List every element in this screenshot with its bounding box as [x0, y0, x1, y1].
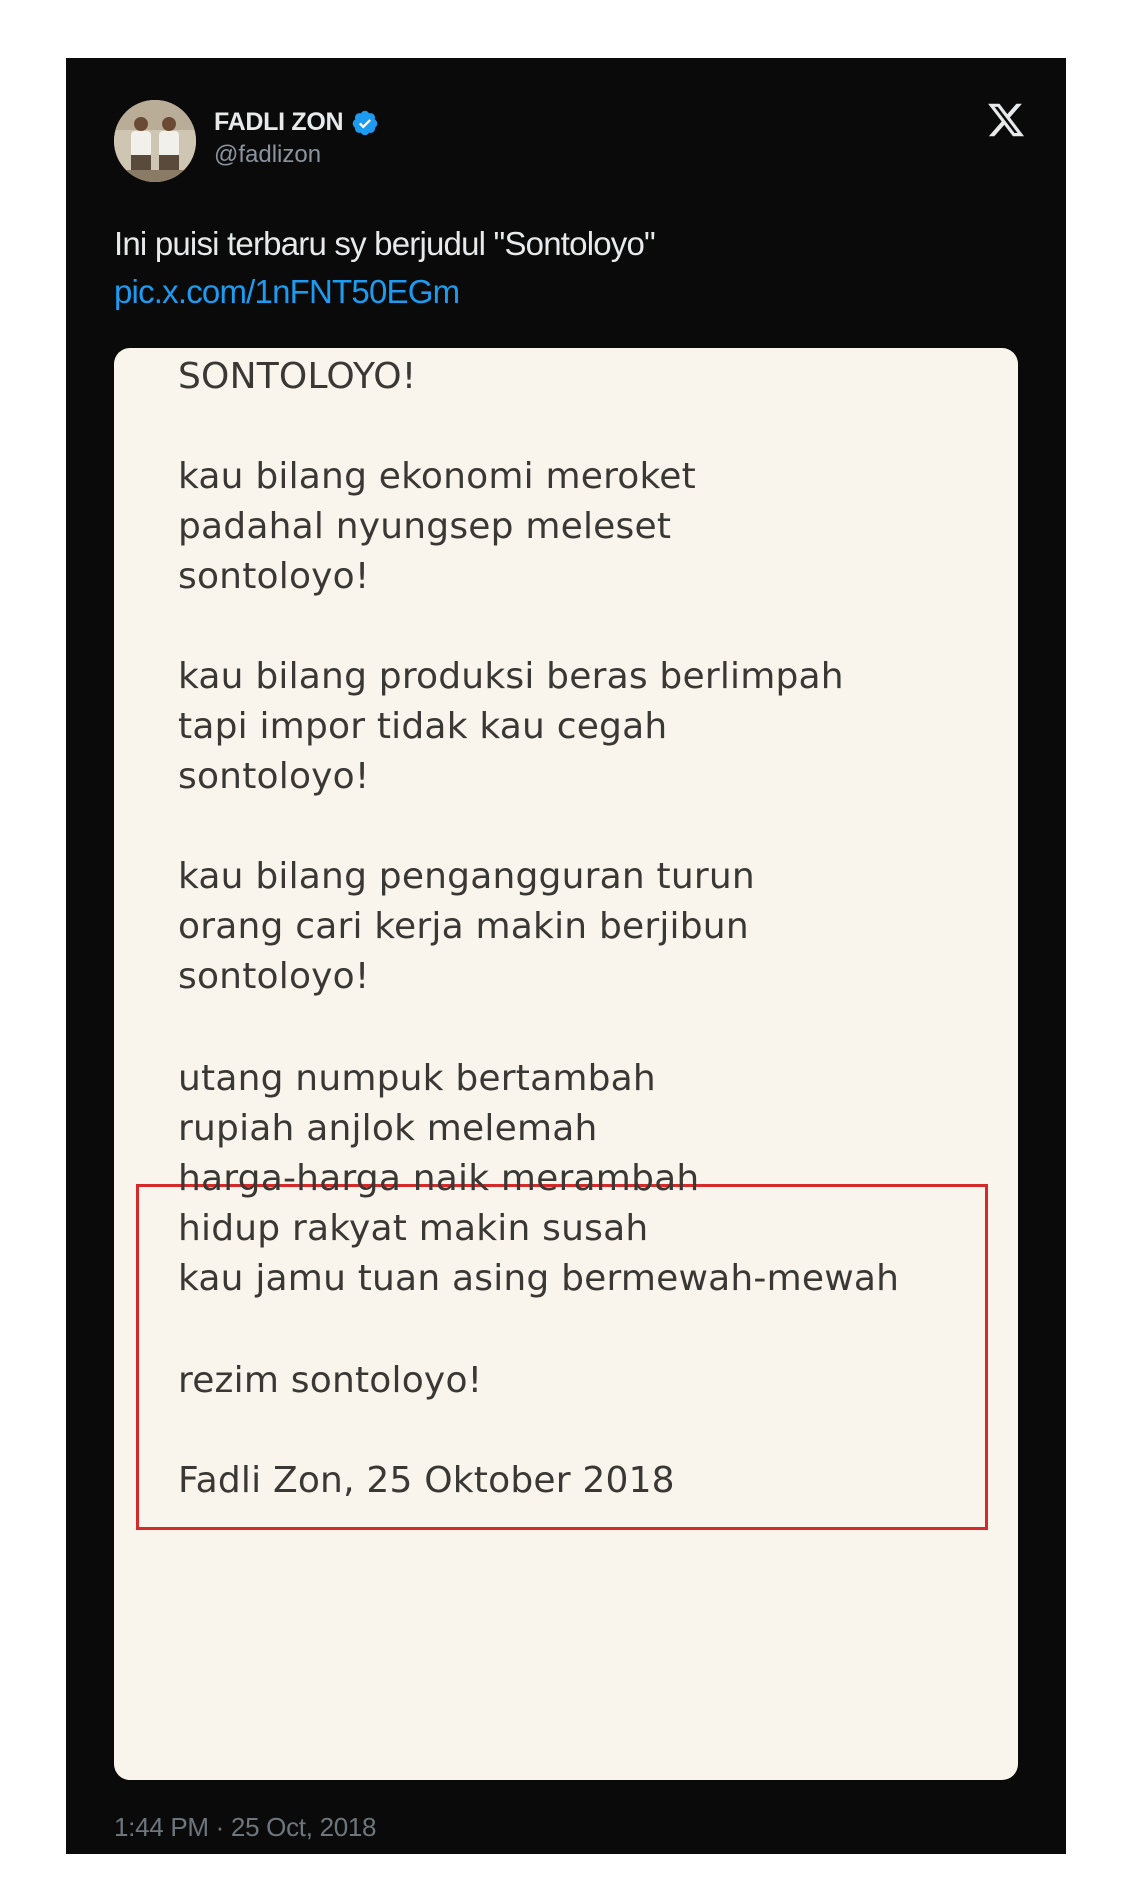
poem-signature: Fadli Zon, 25 Oktober 2018 [178, 1460, 675, 1501]
poem-title: SONTOLOYO! [178, 356, 417, 397]
poem-line: sontoloyo! [178, 956, 370, 997]
author-handle[interactable]: @fadlizon [214, 141, 322, 168]
poem-line: kau bilang produksi beras berlimpah [178, 656, 844, 697]
author-name-row [214, 108, 379, 137]
poem-line: kau bilang ekonomi meroket [178, 456, 696, 497]
tweet-body: Ini puisi terbaru sy berjudul "Sontoloyo" [114, 225, 655, 262]
poem-line-highlighted: kau jamu tuan asing bermewah-mewah [178, 1258, 900, 1299]
tweet-media-link[interactable]: pic.x.com/1nFNT50EGm [114, 273, 460, 310]
poem-line-highlighted: rupiah anjlok melemah [178, 1108, 598, 1149]
tweet-media-image[interactable] [114, 348, 1018, 1780]
tweet-header [114, 100, 1026, 190]
poem-line-highlighted: harga-harga naik merambah [178, 1158, 700, 1199]
poem-line-highlighted: utang numpuk bertambah [178, 1058, 656, 1099]
author-name[interactable]: FADLI ZON [214, 108, 344, 136]
poem-line: tapi impor tidak kau cegah [178, 706, 668, 747]
author-block [214, 108, 379, 169]
avatar[interactable] [114, 100, 196, 182]
poem-line: kau bilang pengangguran turun [178, 856, 755, 897]
poem-line: sontoloyo! [178, 556, 370, 597]
tweet-card [66, 58, 1066, 1854]
poem-line: orang cari kerja makin berjibun [178, 906, 749, 947]
poem-line-highlighted: hidup rakyat makin susah [178, 1208, 649, 1249]
verified-badge-icon [351, 109, 379, 137]
x-logo-icon[interactable] [986, 100, 1026, 140]
tweet-timestamp[interactable]: 1:44 PM · 25 Oct, 2018 [114, 1812, 377, 1842]
poem-line: sontoloyo! [178, 756, 370, 797]
poem-closing: rezim sontoloyo! [178, 1360, 483, 1401]
tweet-text [114, 220, 1026, 316]
poem-line: padahal nyungsep meleset [178, 506, 672, 547]
